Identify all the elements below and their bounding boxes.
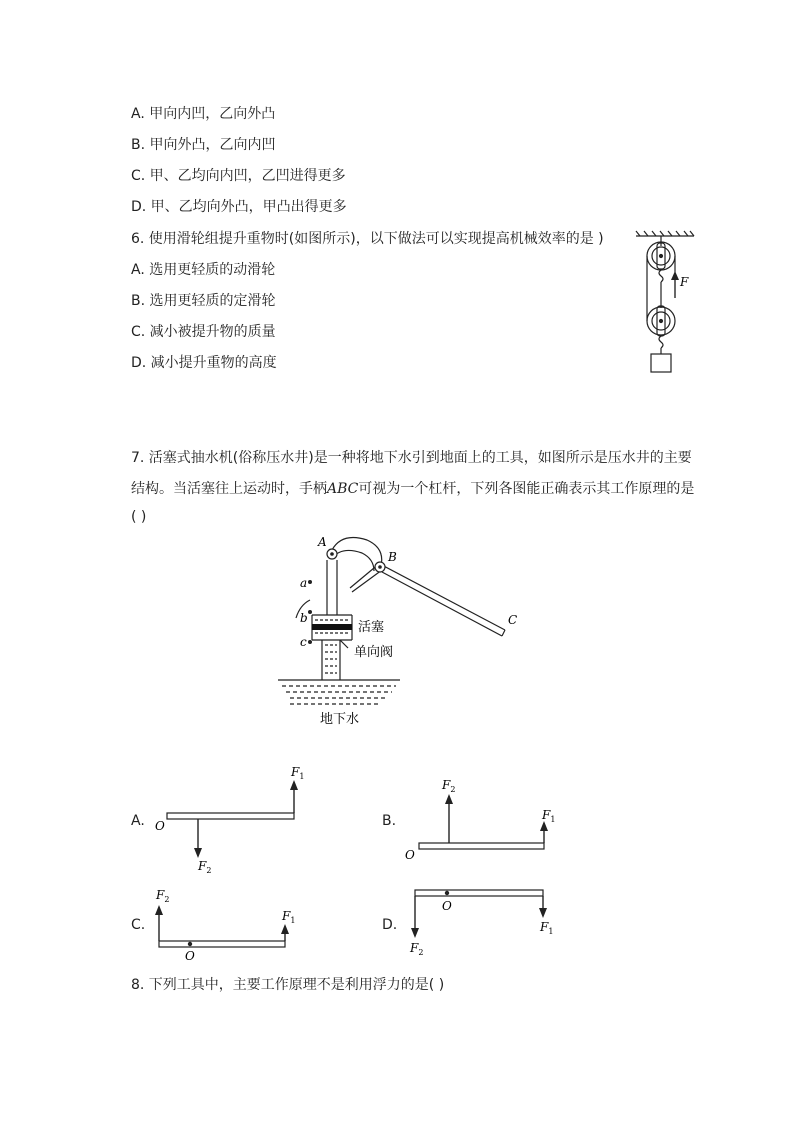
choice-a-o-label: O <box>155 819 165 833</box>
pulley-force-label: F <box>680 275 689 289</box>
q5-option-a: A. 甲向内凹，乙向外凸 <box>131 106 276 122</box>
q7-stem-line1: 7. 活塞式抽水机(俗称压水井)是一种将地下水引到地面上的工具，如图所示是压水井的主要 <box>131 450 692 466</box>
choice-c-o-label: O <box>185 949 195 963</box>
choice-a-figure <box>150 760 320 880</box>
choice-d-letter: D. <box>382 917 398 933</box>
q7-stem-line3: ( ) <box>131 509 147 525</box>
pump-valve-label: 单向阀 <box>354 645 394 660</box>
pump-label-a: a <box>300 576 308 590</box>
q6-option-a: A. 选用更轻质的动滑轮 <box>131 262 276 278</box>
pump-label-a-upper: A <box>318 535 327 549</box>
q5-option-c: C. 甲、乙均向内凹，乙凹进得更多 <box>131 168 346 184</box>
choice-d-f2-label: $F_2$ <box>410 941 424 957</box>
choice-c-figure <box>150 883 310 963</box>
pump-label-c-upper: C <box>508 613 518 627</box>
choice-c-f2-label: $F_2$ <box>156 888 170 904</box>
choice-d-figure <box>400 880 560 970</box>
pump-label-c: c <box>300 635 307 649</box>
q6-stem: 6. 使用滑轮组提升重物时(如图所示)，以下做法可以实现提高机械效率的是 ) <box>131 231 604 247</box>
q8-stem: 8. 下列工具中，主要工作原理不是利用浮力的是( ) <box>131 977 445 993</box>
choice-d-o-label: O <box>442 899 452 913</box>
q6-option-b: B. 选用更轻质的定滑轮 <box>131 293 276 309</box>
q6-option-c: C. 减小被提升物的质量 <box>131 324 276 340</box>
choice-b-figure <box>400 775 560 870</box>
pump-piston-label: 活塞 <box>358 620 385 635</box>
q5-option-b: B. 甲向外凸，乙向内凹 <box>131 137 276 153</box>
choice-a-f2-label: $F_2$ <box>198 859 212 875</box>
q5-option-d: D. 甲、乙均向外凸，甲凸出得更多 <box>131 199 347 215</box>
choice-a-letter: A. <box>131 813 145 829</box>
q7-stem-line2: 结构。当活塞往上运动时，手柄ABC可视为一个杠杆，下列各图能正确表示其工作原理的是 <box>131 481 695 497</box>
pump-groundwater-label: 地下水 <box>320 712 360 727</box>
pulley-figure <box>630 228 710 378</box>
choice-a-f1-label: $F_1$ <box>291 765 305 781</box>
pump-label-b: b <box>300 611 308 625</box>
choice-c-letter: C. <box>131 917 146 933</box>
choice-c-f1-label: $F_1$ <box>282 909 296 925</box>
choice-b-o-label: O <box>405 848 415 862</box>
choice-d-f1-label: $F_1$ <box>540 920 554 936</box>
pump-figure <box>270 530 530 730</box>
q6-option-d: D. 减小提升重物的高度 <box>131 355 277 371</box>
choice-b-f2-label: $F_2$ <box>442 778 456 794</box>
choice-b-letter: B. <box>382 813 397 829</box>
pump-label-b-upper: B <box>388 550 397 564</box>
choice-b-f1-label: $F_1$ <box>542 808 556 824</box>
